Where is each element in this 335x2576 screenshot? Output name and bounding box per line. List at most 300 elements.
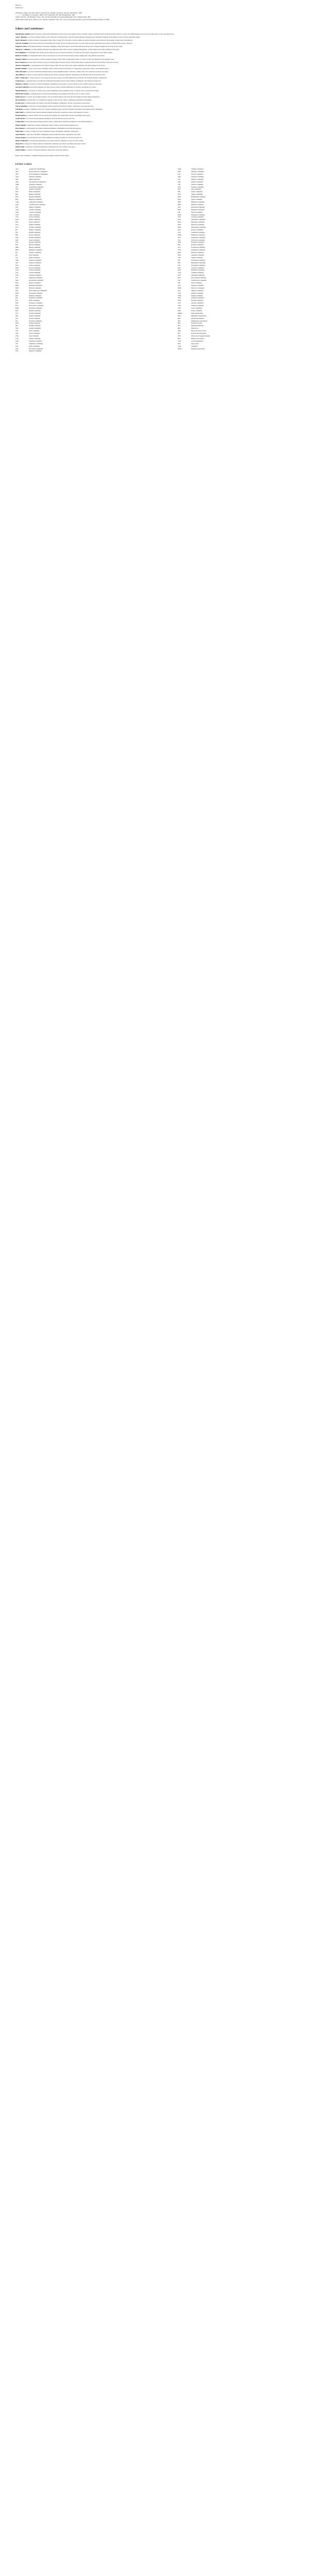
index-name: Yugoslav Community <box>29 350 42 352</box>
index-name: Danish Community <box>29 219 40 221</box>
index-code: SUD <box>178 186 181 188</box>
index-code: COL <box>178 231 181 233</box>
index-name: Acadian and Cajun Heritage <box>29 168 45 171</box>
contributor-name: Stavros Papadakis <box>15 105 27 107</box>
index-code: MEX <box>15 287 19 289</box>
index-name: Irish Community <box>29 255 39 256</box>
index-code: IRN <box>178 191 180 193</box>
index-name: Kosovar Community <box>191 229 204 231</box>
contributor-bio: is a historian of French and Belgian communities and the author of several articles on early Catholic missions in the region. <box>28 83 102 86</box>
contributor-bio: coordinates community outreach at a refugee resettlement agency and has documented Vietnamese and Southeast Asian communities. <box>23 108 103 111</box>
index-code: CAN <box>178 272 181 274</box>
index-code: ECU <box>178 247 181 249</box>
index-name: Lithuanian Community <box>29 277 43 279</box>
contributor-name: Helena D. Dvořák <box>15 55 27 57</box>
index-name: Brazilian Community <box>191 252 204 254</box>
contributor-entry <box>15 121 320 123</box>
index-name: Albanian Community <box>29 176 42 178</box>
contributor-bio: is a scholar of religion who has documented mosques and Muslim community organizations. <box>23 130 79 132</box>
index-table <box>15 168 320 353</box>
contributor-bio: directs the Latino oral history project at Northern Ohio University and has collected more than two hundred interviews with residents of the near west side. <box>26 61 119 63</box>
index-name: Maltese Community <box>29 282 41 284</box>
index-name: Estonian Community <box>29 227 41 229</box>
contributor-bio: is a librarian and bibliographer who assisted with the compilation of sources for this volume. <box>28 140 84 142</box>
index-code: IND <box>178 206 180 208</box>
index-code: SCH <box>178 335 181 337</box>
index-name: Religious Institutions <box>191 325 204 327</box>
index-name: Asian Indian Community <box>29 186 44 188</box>
contributor-name: Miriam Yoder <box>15 146 25 148</box>
contributor-name: Aiko Ishikawa <box>15 74 25 76</box>
index-name: Business Associations <box>191 337 204 340</box>
index-code: BEL2 <box>178 222 181 224</box>
index-code: LAT <box>15 272 19 274</box>
index-code: FRA <box>178 323 181 325</box>
index-code: NOR <box>15 292 19 294</box>
index-code: GUA <box>178 236 181 239</box>
contributor-entry <box>15 49 320 51</box>
reference-title: Ohio Nine, History of That Great, Unhappy Community <box>28 12 63 14</box>
index-name: Syrian Community <box>29 333 40 335</box>
index-name: Nepali Community <box>191 199 203 201</box>
contributor-bio: is curator of the Jewish community archives and has written on the history of congregations, benevolent societies, and settlement houses. <box>27 67 109 70</box>
index-name: Burmese Community <box>191 204 204 206</box>
index-code: HON <box>178 242 181 244</box>
contributor-name: Yusuf Tahir <box>15 130 23 132</box>
index-code: TUR <box>15 337 19 340</box>
index-name: Panamanian Community <box>191 262 206 264</box>
reference-title: Ethnics on the "Northern Tentative" Lake <box>33 18 59 21</box>
index-name: Palestinian Community <box>29 297 43 299</box>
index-code: TRI <box>178 264 180 266</box>
contributor-name: Hannah Goldfarb <box>15 67 27 70</box>
index-code: VIE <box>15 343 18 345</box>
reference-title: Ohio. The Encyclopedia of Clevelansa Biographies <box>41 16 73 19</box>
index-code: ACA <box>15 168 19 171</box>
index-name: Israeli Community <box>191 282 203 284</box>
index-code: WEL <box>15 345 19 347</box>
contributor-entry <box>15 65 320 67</box>
index-name: Laotian Community <box>29 269 41 272</box>
contributor-bio: teaches Latin American history and has written on Puerto Rican and Mexican migration to the industrial Midwest. <box>24 121 93 123</box>
contributor-entry <box>15 137 320 139</box>
reference-author: ————. <box>15 14 23 16</box>
index-code: YEM <box>178 295 181 297</box>
contributor-entry <box>15 99 320 101</box>
index-name: Hmong Community <box>29 247 41 249</box>
contributor-entry <box>15 140 320 142</box>
index-code: BAL <box>15 191 19 193</box>
contributor-entry <box>15 146 320 148</box>
index-code: NEP <box>178 199 181 201</box>
contributor-entry <box>15 80 320 82</box>
index-code: BUL <box>15 199 19 201</box>
index-name: Egyptian Community <box>191 284 204 286</box>
index-name: Polish Community <box>29 300 40 302</box>
index-code: TIB <box>178 211 180 213</box>
index-code: MAL <box>15 282 19 284</box>
index-name: Pakistani Community <box>29 295 42 297</box>
index-name: Finnish Community <box>29 231 41 233</box>
index-code: EST <box>15 227 18 229</box>
reference-entry <box>15 19 320 21</box>
contributor-bio: is a historian of Greek settlement and has written about Orthodox parishes, coffeehouses, and restaurant trades. <box>27 105 94 107</box>
index-name: Yemeni Community <box>191 295 203 297</box>
index-name: French Community <box>29 234 40 236</box>
index-name: Dominican Community <box>191 234 205 236</box>
index-code: LIT <box>15 277 18 279</box>
index-code: POR <box>15 302 19 304</box>
index-code: ERI <box>178 174 180 175</box>
index-code: ROM <box>15 308 19 310</box>
index-code: DAN <box>15 219 19 221</box>
contributor-bio: is a genealogist and local historian specializing in Irish emigration and the records of county societies. <box>29 92 90 95</box>
index-code: FES <box>178 333 180 335</box>
contributor-name: Peter J. Jankowski <box>15 77 28 79</box>
index-code: VEN <box>178 249 181 251</box>
index-code: ISR <box>178 282 180 284</box>
index-name: Montenegrin Community <box>191 227 206 229</box>
index-name: Honduran Community <box>191 242 205 244</box>
index-name: Baltic Communities <box>29 191 41 193</box>
contributor-name: Rosa I. Esparza <box>15 61 26 63</box>
contributor-name: Viktor Hrycenko <box>15 70 26 73</box>
index-code: BEL <box>15 194 19 196</box>
index-name: Moldovan Community <box>191 224 205 226</box>
contributor-bio: is a former reference librarian at the Ashbourne Public Library and has compiled bibliographies on Irish, Welsh, and Scottish settlement in the region. <box>30 48 120 51</box>
index-code: GER <box>15 236 19 239</box>
contributor-bio: is professor emeritus of geography at Ohio Valley College. He is the author of several studies on regional settlement and the historical development of small cities in the Midwest. <box>26 39 133 41</box>
index-name: Cornish Community <box>29 209 41 211</box>
index-name: Algerian Community <box>191 290 204 292</box>
index-name: Native American Communities <box>29 290 47 292</box>
index-code: KOR <box>15 267 19 269</box>
index-code: REF <box>178 317 181 319</box>
index-code: ITA <box>15 257 18 259</box>
index-name: Schools and Language Programs <box>191 335 210 337</box>
index-name: Mongolian Community <box>191 214 205 216</box>
index-code: BHU <box>178 201 181 203</box>
index-code: LEB <box>15 275 19 277</box>
index-code: SER <box>15 315 19 317</box>
index-name: Serbian Community <box>29 315 41 317</box>
index-name: Austrian Community <box>29 189 41 191</box>
contributor-bio: is an independent scholar whose work focuses on Czech and Slovak fraternal societies, singing clubs, and gymnastic associations. <box>27 55 105 57</box>
contributor-bio: is an anthropologist who studies recent African immigrant communities, churches, and hometown associations. <box>24 101 90 104</box>
index-name: Jamaican Community <box>29 259 42 261</box>
index-code: AFA <box>15 171 19 173</box>
index-code: ASI <box>15 186 18 188</box>
index-name: Liberian Community <box>191 183 204 185</box>
index-name: Coptic Community <box>191 308 203 310</box>
contributor-entry <box>15 87 320 89</box>
contributor-entry <box>15 125 320 127</box>
contributor-entry <box>15 118 320 120</box>
contributor-name: Lydia Kovacs <box>15 80 24 82</box>
index-name: Salvadoran Community <box>191 239 205 241</box>
contributor-name: Anne C. Beaulieu <box>15 36 27 38</box>
contributor-bio: is a museum educator and historian of Hungarian settlement and has curated exhibits on immigrant craft traditions and folk arts. <box>24 80 101 82</box>
index-code: COR <box>15 209 19 211</box>
reference-details: . 1971. www.css.org/cpg/state/ethnics_state-fold.cfm (rendered January 20, 2003). <box>59 18 110 21</box>
index-name: Azerbaijani Community <box>191 219 206 221</box>
contributor-name: Samuel T. Ellison <box>15 58 27 60</box>
index-name: Cuban Community <box>29 214 40 216</box>
index-name: West Indian Community <box>29 348 43 350</box>
reference-author: Zhuser, Ruth, and H. Rosse. <box>15 18 34 21</box>
index-code: SCO <box>15 312 19 314</box>
contributor-bio: is a former editor of a Scandinavian-language weekly and has written on immigrant journalism and publishing. <box>25 98 92 101</box>
index-code: SYR <box>15 333 19 335</box>
contributor-entry <box>15 128 320 130</box>
index-code: THA <box>15 335 19 337</box>
index-name: Jewish Community <box>29 264 40 266</box>
index-code: MAC <box>15 280 19 282</box>
index-code: PER <box>178 244 181 246</box>
index-code: COP <box>178 308 181 310</box>
index-name: Hungarian Community <box>29 249 42 251</box>
index-code: SAL <box>178 239 181 241</box>
index-code: BAN <box>178 196 181 198</box>
reference-details: . Chicago: Merrill Press, 1980. <box>63 12 82 14</box>
index-name: Japanese Community <box>29 262 42 264</box>
index-code: ZAM <box>178 168 181 171</box>
index-code: CEM <box>178 345 181 347</box>
index-code: DUT <box>15 222 19 224</box>
contributors-end-note: Editors and Contributors, continued from the previous edition, revised for this volume. <box>15 155 70 157</box>
index-code: MUS2 <box>178 348 182 350</box>
index-name: Tunisian Community <box>191 292 204 294</box>
index-row <box>178 345 320 351</box>
index-code: RUS <box>15 310 19 312</box>
index-name: Ethnic Press <box>191 328 198 330</box>
index-name: German Community <box>29 236 41 239</box>
index-name: Turkish Community <box>29 337 41 340</box>
index-name: Colombian Community <box>191 231 205 233</box>
contributor-name: Michael A. Laurent <box>15 83 28 86</box>
contributor-name: Ellen Hatcher Ashman <box>15 32 30 35</box>
index-name: Chinese Community <box>29 206 41 208</box>
index-code: ARM <box>15 183 19 185</box>
index-code: MAY <box>178 209 181 211</box>
index-name: Multiethnic Organizations <box>191 315 207 317</box>
index-code: GUY <box>178 267 181 269</box>
contributor-name: Priya Sharma <box>15 127 25 129</box>
index-name: Malaysian Community <box>191 209 205 211</box>
contributor-entry <box>15 149 320 151</box>
contributor-name: Zhang Wei <box>15 143 23 145</box>
index-name: Peruvian Community <box>191 244 204 246</box>
index-code: CAM <box>15 201 19 203</box>
index-code: DOM <box>178 234 181 236</box>
index-code: CZE <box>15 216 19 218</box>
index-name: Welsh Community <box>29 345 40 347</box>
contributor-name: Clara M. Castellano <box>15 42 28 45</box>
index-name: Guatemalan Community <box>191 236 206 239</box>
contributor-bio: is an art historian specializing in immigrant church architecture and decorative arts. <box>25 117 75 120</box>
index-code: BUR <box>178 204 181 206</box>
index-code: ENG <box>15 224 19 226</box>
index-code: CHL <box>178 257 181 259</box>
index-code: EGY <box>178 284 181 286</box>
index-name: Zambian Community <box>191 168 204 171</box>
index-code: JEW <box>15 264 19 266</box>
index-name: Norwegian Community <box>29 292 43 294</box>
references-list <box>15 12 320 21</box>
index-name: Haitian Community <box>29 244 41 246</box>
index-code: WIN <box>15 348 19 350</box>
contributors-heading: Editors and Contributors <box>15 27 44 30</box>
index-code: MOR <box>178 287 181 289</box>
index-code: SPO <box>178 343 181 345</box>
index-name: Nigerian Community <box>191 178 204 180</box>
contributor-entry <box>15 68 320 70</box>
contributor-entry <box>15 115 320 117</box>
index-column-right <box>178 168 320 353</box>
index-name: Tibetan Community <box>191 211 203 213</box>
index-code: NIG <box>178 178 180 180</box>
index-name: Portuguese Community <box>29 302 43 304</box>
index-code: ALG <box>178 290 181 292</box>
contributors-list <box>15 33 320 151</box>
index-name: Georgian Community <box>191 216 204 218</box>
index-code: AMI <box>15 178 19 180</box>
contributor-bio: is a historian of Amish and Mennonite settlements in the rural counties of the region. <box>25 146 76 148</box>
reference-author: Whittington, Arthur. <box>15 12 29 14</box>
index-name: Iranian Community <box>191 191 203 193</box>
index-name: Museums and Archives <box>191 348 205 350</box>
index-code: HAI <box>15 244 18 246</box>
contributor-name: Margaret L. Cullinane <box>15 48 30 51</box>
index-name: Sports Clubs <box>191 343 199 345</box>
contributor-entry <box>15 77 320 79</box>
index-name: Canadian Community <box>191 272 204 274</box>
index-code: ARA <box>15 181 19 183</box>
index-code: CAR <box>15 204 19 206</box>
index-code: DRU <box>178 310 181 312</box>
index-name: Icelandic Community <box>29 252 42 254</box>
index-name: Dutch Community <box>29 222 40 224</box>
index-name: Thai Community <box>29 335 39 337</box>
index-code: BUS <box>178 337 181 340</box>
index-code: KEN <box>178 181 181 183</box>
index-name: Nicaraguan Community <box>191 259 205 261</box>
contributor-entry <box>15 37 320 39</box>
index-code: ROMA <box>178 312 182 314</box>
index-code: AUT <box>178 275 181 277</box>
index-name: Labor Organizations <box>191 340 204 342</box>
index-name: Armenian Community <box>29 183 42 185</box>
index-code: ICE <box>15 252 18 254</box>
index-code: POL <box>15 300 19 302</box>
index-name: Slovenian Community <box>29 320 42 322</box>
index-name: Jordanian Community <box>191 297 204 299</box>
index-code: BAR <box>178 269 181 272</box>
index-name: Guyanese Community <box>191 267 205 269</box>
index-name: Somali Community <box>29 323 40 325</box>
page-header <box>15 4 320 9</box>
index-code: SLV <box>15 320 19 322</box>
index-name: Music and Choral Groups <box>191 330 206 332</box>
contributor-name: Nikolai Markovic <box>15 89 27 92</box>
contributor-bio: is a historian of German communities, Turner societies, and the German-language press. <box>26 124 79 126</box>
index-code: FRE <box>15 234 19 236</box>
index-code: NAT <box>15 290 19 292</box>
index-name: Romanian Community <box>29 308 42 310</box>
reference-title: The History of Clevelansa, 1866 to 1927 <box>22 14 48 16</box>
index-name: Lebanese Community <box>29 275 42 277</box>
index-name: African Immigrant Communities <box>29 174 48 175</box>
index-name: Chilean Community <box>191 257 203 259</box>
index-code: CHI <box>15 206 18 208</box>
reference-author: Ziebler, David K., and Elizabeth J. Bone. <box>15 16 42 19</box>
index-code: CUB <box>15 214 19 216</box>
index-name: Puerto Rican Community <box>29 305 44 307</box>
index-code: ASY <box>178 302 181 304</box>
contributor-entry <box>15 93 320 95</box>
contributor-name: Deirdre McCormack <box>15 92 29 95</box>
index-name: Macedonian Community <box>29 280 43 282</box>
index-code: HMO <box>15 247 19 249</box>
index-code: AZE <box>178 219 181 221</box>
contributor-name: Kwame Osei <box>15 101 24 104</box>
contributor-bio: is professor of Asian American studies and has written on Japanese American resettlement in the Midwest after the Second World War. <box>25 74 106 76</box>
index-code: YUG <box>15 350 19 352</box>
index-name: Latvian Community <box>29 272 41 274</box>
index-name: Korean Community <box>29 267 41 269</box>
index-name: Kurdish Community <box>191 300 204 302</box>
contributor-bio: is a retired professor of sociology whose research centers on Polish neighborhoods, parish life, and fraternal insurance organizations. <box>28 77 107 79</box>
contributor-bio: is a retired archivist who has written about English and Cornish miners and their descendants in the region. <box>26 114 91 117</box>
index-code: CHA <box>178 305 181 307</box>
index-name: Ukrainian Community <box>29 340 42 342</box>
contributor-name: Ernst Dahlgren <box>15 52 26 54</box>
contributor-bio: is an archivist with the Clevelansa Historical Society and has catalogued the papers of several ethnic fraternal organizations and parish records held in the society's collection. <box>28 42 132 45</box>
index-column-left <box>15 168 157 353</box>
contributor-bio: is a doctoral candidate in history at the University of Northern Ohio, where she studies immigrant settlement and community institutions in the lakeshore towns of the late nineteenth century. <box>27 36 140 38</box>
index-code: IRI <box>15 255 18 256</box>
contributor-entry <box>15 33 320 36</box>
contributor-bio: is a scholar of Slovenian settlement, cultural halls, and choral traditions. <box>25 149 69 151</box>
index-code: AFR <box>15 174 19 175</box>
contributor-entry <box>15 143 320 145</box>
index-code: ETH <box>178 171 181 173</box>
contributor-bio: teaches American history at Lakeside Community College. His research concerns labor history and the growth of industrial neighborhoods along the river valley. <box>26 45 123 48</box>
contributor-entry <box>15 90 320 92</box>
index-name: Barbadian Community <box>191 269 205 272</box>
index-code: AUS <box>15 189 19 191</box>
contributor-entry <box>15 71 320 73</box>
index-name: Cemeteries <box>191 345 198 347</box>
index-code: PRE <box>178 328 181 330</box>
index-name: Sudanese Community <box>191 186 204 188</box>
index-code: MNT <box>178 227 181 229</box>
index-code: SWE <box>15 328 19 330</box>
index-code: SWI <box>15 330 19 332</box>
index-name: Italian Community <box>29 257 40 259</box>
index-name: Croatian Community <box>29 211 41 213</box>
index-name: Moroccan Community <box>191 287 205 289</box>
index-name: Roma Organizations <box>191 312 204 314</box>
index-name: Ethiopian Community <box>191 171 204 173</box>
index-code: PAK <box>15 295 19 297</box>
index-code: GEO <box>178 216 181 218</box>
index-code: GHA <box>178 176 181 178</box>
index-code: LAB <box>178 340 181 342</box>
reference-details: . NS: Commonwealth, 1993. <box>73 16 91 19</box>
index-name: Mennonite Settlements <box>29 284 42 286</box>
index-name: African American Communities <box>29 171 47 173</box>
